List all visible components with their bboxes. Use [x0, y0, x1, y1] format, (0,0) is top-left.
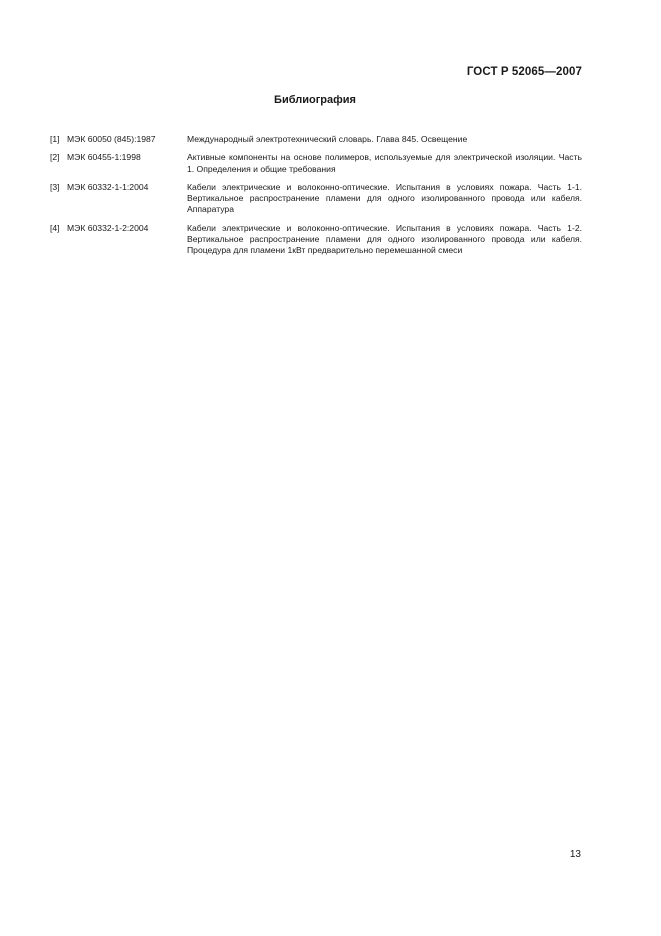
- bibliography-entry: [50, 223, 582, 257]
- bibliography-title: Библиография: [274, 94, 356, 106]
- bibliography-list: [50, 134, 582, 264]
- entry-standard-code: МЭК 60455-1:1998: [67, 152, 141, 163]
- entry-number: [1]: [50, 134, 60, 144]
- entry-number: [4]: [50, 222, 60, 233]
- entry-title: Международный электротехнический словарь. Глава 845. Освещение: [187, 134, 468, 144]
- entry-title: Активные компоненты на основе полимеров, используемые для электрической изоляции. Часть 1. Определения и общие требования: [187, 152, 582, 174]
- entry-number: [2]: [50, 152, 60, 163]
- entry-number: [3]: [50, 181, 60, 192]
- entry-standard-code: МЭК 60050 (845):1987: [67, 134, 156, 144]
- document-code: ГОСТ Р 52065—2007: [466, 66, 582, 78]
- entry-standard-code: МЭК 60332-1-1:2004: [67, 181, 149, 192]
- bibliography-entry: [50, 134, 582, 145]
- entry-title: Кабели электрические и волоконно-оптические. Испытания в условиях пожара. Часть 1-1. Вертикальное распространение пламени для одного изолированного провода или кабеля. Аппаратура: [187, 181, 582, 215]
- entry-standard-code: МЭК 60332-1-2:2004: [67, 222, 149, 233]
- entry-title: Кабели электрические и волоконно-оптические. Испытания в условиях пожара. Часть 1-2. Вертикальное распространение пламени для одного изолированного провода или кабеля. Процедура для пламени 1кВт предварительно перемешанной смеси: [187, 222, 582, 256]
- bibliography-entry: [50, 152, 582, 175]
- bibliography-entry: [50, 182, 582, 216]
- page-number: 13: [569, 849, 581, 860]
